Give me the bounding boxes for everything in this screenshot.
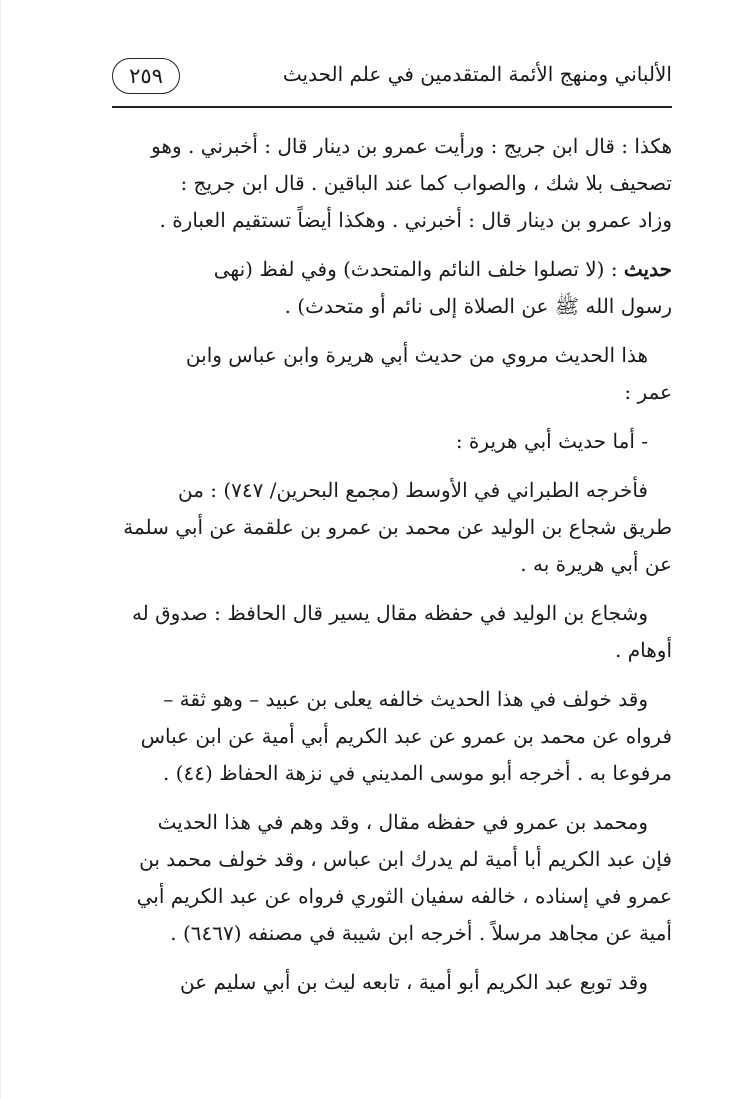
text-line: هذا الحديث مروي من حديث أبي هريرة وابن عباس وابن xyxy=(185,343,648,367)
paragraph-9 xyxy=(112,964,672,1001)
scan-edge-shadow xyxy=(0,0,1,1099)
paragraph-4 xyxy=(112,423,672,460)
paragraph-3 xyxy=(112,337,672,411)
text-line: عمر : xyxy=(624,380,672,404)
running-title: الألباني ومنهج الأئمة المتقدمين في علم الحديث xyxy=(282,62,672,86)
text-line: رسول الله ﷺ عن الصلاة إلى نائم أو متحدث) . xyxy=(284,294,672,318)
text-line xyxy=(112,251,672,288)
paragraph-hadith xyxy=(112,251,672,325)
paragraph-5 xyxy=(112,472,672,583)
text-line: وقد خولف في هذا الحديث خالفه يعلى بن عبيد – وهو ثقة – xyxy=(163,687,648,711)
text-line: وقد توبع عبد الكريم أبو أمية ، تابعه ليث بن أبي سليم عن xyxy=(180,970,648,994)
text-line: فأخرجه الطبراني في الأوسط (مجمع البحرين/ ٧٤٧) : من xyxy=(177,478,648,502)
page-number-badge: ٢٥٩ xyxy=(112,58,180,94)
text-line: فإن عبد الكريم أبا أمية لم يدرك ابن عباس ، وقد خولف محمد بن xyxy=(139,847,672,871)
paragraph-8 xyxy=(112,804,672,952)
text-line: عمرو في إسناده ، خالفه سفيان الثوري فرواه عن عبد الكريم أبي xyxy=(136,884,672,908)
paragraph-7 xyxy=(112,681,672,792)
text-line: أمية عن مجاهد مرسلاً . أخرجه ابن شيبة في مصنفه (٦٤٦٧) . xyxy=(170,921,672,945)
text-line: طريق شجاع بن الوليد عن محمد بن عمرو بن علقمة عن أبي سلمة xyxy=(123,515,672,539)
text-line: هكذا : قال ابن جريج : ورأيت عمرو بن دينار قال : أخبرني . وهو xyxy=(151,134,672,158)
hadith-text: : (لا تصلوا خلف النائم والمتحدث) وفي لفظ (نهى xyxy=(213,257,624,281)
text-line: أوهام . xyxy=(615,638,672,662)
text-line: عن أبي هريرة به . xyxy=(520,552,672,576)
hadith-label: حديث xyxy=(623,257,672,281)
text-line: وشجاع بن الوليد في حفظه مقال يسير قال الحافظ : صدوق له xyxy=(131,601,648,625)
page-header xyxy=(112,50,672,108)
text-line: فرواه عن محمد بن عمرو عن عبد الكريم أبي أمية عن ابن عباس xyxy=(140,724,672,748)
text-line: وزاد عمرو بن دينار قال : أخبرني . وهكذا أيضاً تستقيم العبارة . xyxy=(159,208,672,232)
text-line: ومحمد بن عمرو في حفظه مقال ، وقد وهم في هذا الحديث xyxy=(157,810,648,834)
paragraph-1 xyxy=(112,128,672,239)
header-rule xyxy=(112,106,672,108)
text-line: - أما حديث أبي هريرة : xyxy=(455,429,648,453)
text-line: تصحيف بلا شك ، والصواب كما عند الباقين . قال ابن جريج : xyxy=(180,171,672,195)
paragraph-6 xyxy=(112,595,672,669)
text-line: مرفوعا به . أخرجه أبو موسى المديني في نزهة الحفاظ (٤٤) . xyxy=(162,761,672,785)
body-text xyxy=(112,128,672,1001)
